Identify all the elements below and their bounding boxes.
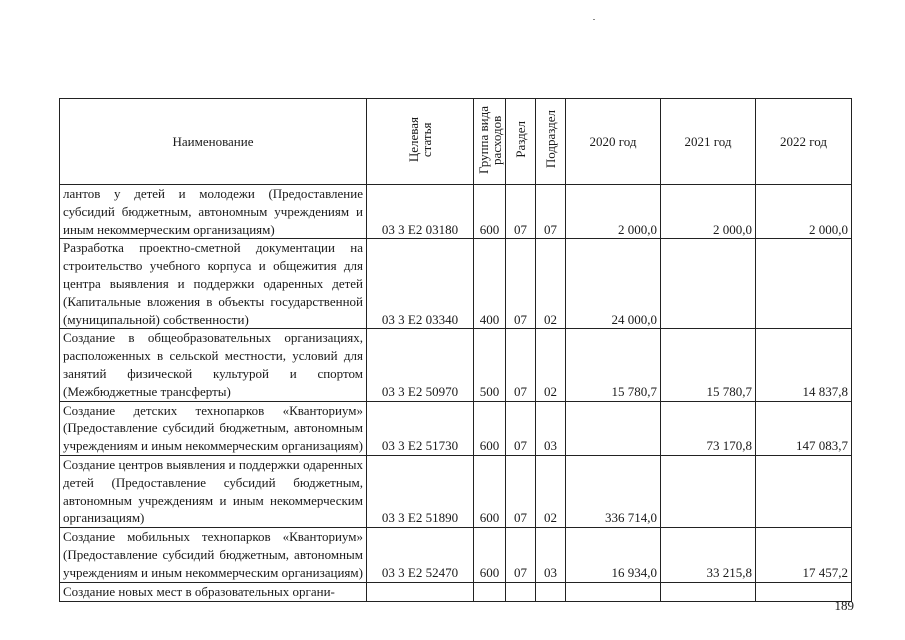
row-name: Создание детских технопарков «Кванториум» (Предоставление субсидий бюджетным, автономным учреждениям и иным некоммерческим организациям) — [60, 401, 367, 455]
row-subsection: 02 — [536, 239, 566, 329]
row-subsection: 03 — [536, 401, 566, 455]
page-number: 189 — [834, 598, 854, 613]
row-2021: 73 170,8 — [661, 401, 756, 455]
row-name: Создание в общеобразовательных организациях, расположенных в сельской местности, условий для занятий физической культурой и спортом (Межбюджетные трансферты) — [60, 329, 367, 401]
row-subsection: 02 — [536, 329, 566, 401]
row-group: 400 — [474, 239, 506, 329]
header-section: Раздел — [506, 99, 536, 185]
row-group: 600 — [474, 401, 506, 455]
empty-cell — [367, 582, 474, 601]
table-row — [60, 528, 852, 582]
row-subsection: 02 — [536, 455, 566, 527]
header-2022: 2022 год — [756, 99, 852, 185]
row-target-code: 03 3 E2 52470 — [367, 528, 474, 582]
table-row — [60, 185, 852, 239]
header-name: Наименование — [60, 99, 367, 185]
row-name: Создание центров выявления и поддержки одаренных детей (Предоставление субсидий бюджетным, автономным учреждениям и иным некоммерческим организациям) — [60, 455, 367, 527]
header-subsection: Подраздел — [536, 99, 566, 185]
row-name: Разработка проектно-сметной документации на строительство учебного корпуса и общежития для центра выявления и поддержки одаренных детей (Капитальные вложения в объекты государственной (муниципальной) собственности) — [60, 239, 367, 329]
empty-cell — [661, 582, 756, 601]
empty-cell — [566, 582, 661, 601]
header-2021: 2021 год — [661, 99, 756, 185]
row-2022: 147 083,7 — [756, 401, 852, 455]
row-group: 600 — [474, 528, 506, 582]
row-name-fragment: Создание новых мест в образовательных органи- — [60, 582, 367, 601]
row-name: Создание мобильных технопарков «Кванториум» (Предоставление субсидий бюджетным, автономным учреждениям и иным некоммерческим организациям) — [60, 528, 367, 582]
table-header-row — [60, 99, 852, 185]
empty-cell — [506, 582, 536, 601]
row-target-code: 03 3 E2 51890 — [367, 455, 474, 527]
table-row — [60, 329, 852, 401]
row-2022: 14 837,8 — [756, 329, 852, 401]
row-target-code: 03 3 E2 50970 — [367, 329, 474, 401]
row-group: 500 — [474, 329, 506, 401]
row-2020: 336 714,0 — [566, 455, 661, 527]
table-row — [60, 239, 852, 329]
row-2021 — [661, 239, 756, 329]
row-section: 07 — [506, 239, 536, 329]
row-2021 — [661, 455, 756, 527]
row-2021: 15 780,7 — [661, 329, 756, 401]
header-2020: 2020 год — [566, 99, 661, 185]
row-2022: 17 457,2 — [756, 528, 852, 582]
table-row — [60, 401, 852, 455]
row-2022: 2 000,0 — [756, 185, 852, 239]
row-section: 07 — [506, 401, 536, 455]
row-2021: 33 215,8 — [661, 528, 756, 582]
row-2021: 2 000,0 — [661, 185, 756, 239]
budget-table — [59, 98, 852, 602]
row-2022 — [756, 239, 852, 329]
row-group: 600 — [474, 455, 506, 527]
empty-cell — [536, 582, 566, 601]
row-2022 — [756, 455, 852, 527]
row-section: 07 — [506, 528, 536, 582]
row-target-code: 03 3 E2 03340 — [367, 239, 474, 329]
scan-mark — [593, 19, 595, 20]
row-group: 600 — [474, 185, 506, 239]
row-2020: 16 934,0 — [566, 528, 661, 582]
row-target-code: 03 3 E2 03180 — [367, 185, 474, 239]
row-2020: 2 000,0 — [566, 185, 661, 239]
row-2020: 24 000,0 — [566, 239, 661, 329]
table-row-partial — [60, 582, 852, 601]
row-subsection: 03 — [536, 528, 566, 582]
row-target-code: 03 3 E2 51730 — [367, 401, 474, 455]
header-target: Целевая статья — [367, 99, 474, 185]
row-section: 07 — [506, 329, 536, 401]
row-section: 07 — [506, 455, 536, 527]
header-group: Группа вида расходов — [474, 99, 506, 185]
row-name: лантов у детей и молодежи (Предоставление субсидий бюджетным, автономным учреждениям и иным некоммерческим организациям) — [60, 185, 367, 239]
row-2020 — [566, 401, 661, 455]
row-section: 07 — [506, 185, 536, 239]
empty-cell — [474, 582, 506, 601]
row-2020: 15 780,7 — [566, 329, 661, 401]
table-row — [60, 455, 852, 527]
row-subsection: 07 — [536, 185, 566, 239]
